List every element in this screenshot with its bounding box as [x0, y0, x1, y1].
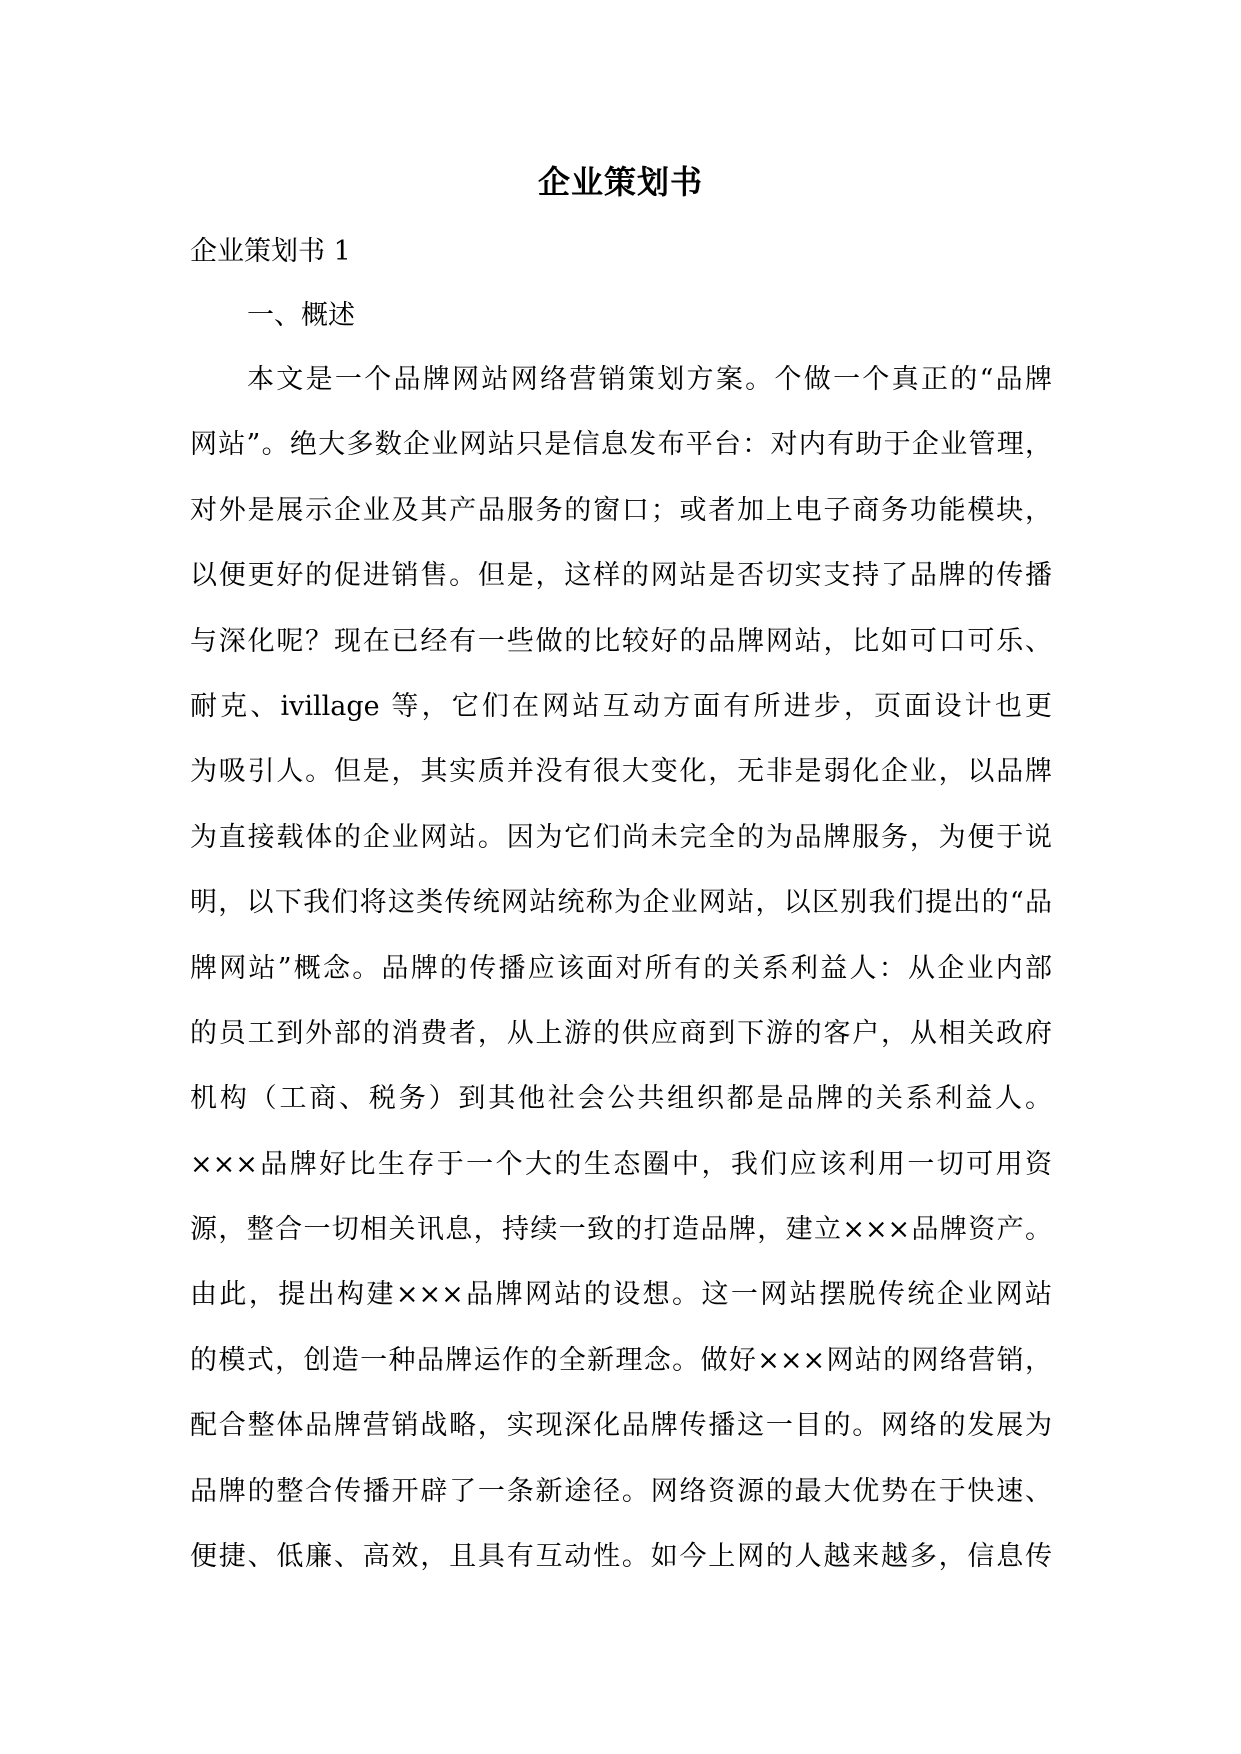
paragraph-line: 本文是一个品牌网站网络营销策划方案。个做一个真正的“品牌 [247, 364, 1052, 395]
paragraph-line: 由此，提出构建×××品牌网站的设想。这一网站摆脱传统企业网站 [190, 1279, 1052, 1311]
paragraph-line: 配合整体品牌营销战略，实现深化品牌传播这一目的。网络的发展为 [190, 1410, 1052, 1442]
document-title: 企业策划书 [537, 163, 703, 201]
paragraph-line: 源，整合一切相关讯息，持续一致的打造品牌，建立×××品牌资产。 [190, 1214, 1052, 1246]
paragraph-line: 以便更好的促进销售。但是，这样的网站是否切实支持了品牌的传播 [190, 560, 1052, 592]
paragraph-line: 品牌的整合传播开辟了一条新途径。网络资源的最大优势在于快速、 [190, 1475, 1052, 1507]
paragraph-line: 对外是展示企业及其产品服务的窗口；或者加上电子商务功能模块， [190, 494, 1052, 526]
paragraph-line: 明，以下我们将这类传统网站统称为企业网站，以区别我们提出的“品 [190, 887, 1052, 919]
paragraph-line: 与深化呢？现在已经有一些做的比较好的品牌网站，比如可口可乐、 [190, 625, 1052, 657]
paragraph-line: 便捷、低廉、高效，且具有互动性。如今上网的人越来越多，信息传 [190, 1541, 1052, 1573]
overview-paragraph [190, 362, 1052, 1604]
paragraph-line: 机构（工商、税务）到其他社会公共组织都是品牌的关系利益人。 [190, 1083, 1052, 1115]
paragraph-line: 耐克、ivillage 等，它们在网站互动方面有所进步，页面设计也更 [190, 690, 1052, 722]
paragraph-line: 为直接载体的企业网站。因为它们尚未完全的为品牌服务，为便于说 [190, 821, 1052, 853]
paragraph-line: 的模式，创造一种品牌运作的全新理念。做好×××网站的网络营销， [190, 1344, 1052, 1376]
paragraph-line: 为吸引人。但是，其实质并没有很大变化，无非是弱化企业，以品牌 [190, 756, 1052, 788]
paragraph-line: ×××品牌好比生存于一个大的生态圈中，我们应该利用一切可用资 [190, 1148, 1052, 1180]
paragraph-line: 牌网站”概念。品牌的传播应该面对所有的关系利益人：从企业内部 [190, 952, 1052, 984]
paragraph-line: 网站”。绝大多数企业网站只是信息发布平台：对内有助于企业管理， [190, 429, 1052, 461]
paragraph-line: 的员工到外部的消费者，从上游的供应商到下游的客户，从相关政府 [190, 1017, 1052, 1049]
section-heading: 企业策划书 1 [190, 236, 351, 267]
overview-heading: 一、概述 [247, 300, 355, 331]
